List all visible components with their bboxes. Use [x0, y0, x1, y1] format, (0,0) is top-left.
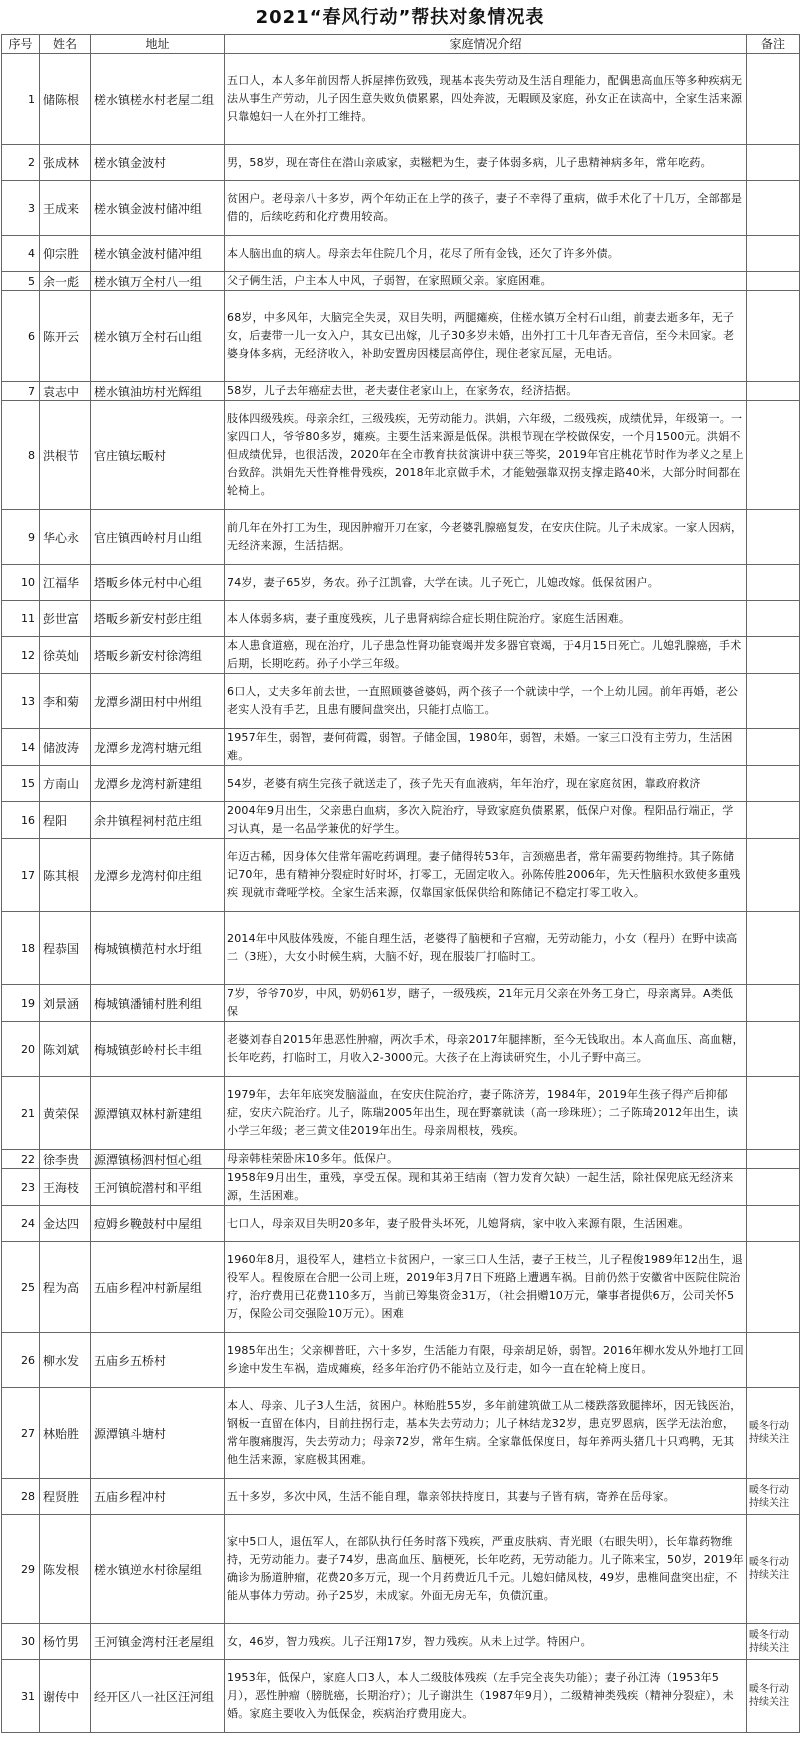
- cell-note: [747, 766, 800, 802]
- cell-name: 林贻胜: [40, 1388, 91, 1479]
- cell-number: 9: [2, 510, 40, 565]
- cell-note: 暖冬行动持续关注: [747, 1479, 800, 1515]
- cell-description: 本人脑出血的病人。母亲去年住院几个月，花尽了所有金钱，还欠了许多外债。: [225, 236, 747, 272]
- cell-number: 22: [2, 1150, 40, 1169]
- cell-description: 年迈古稀，因身体欠佳常年需吃药调理。妻子储得转53年，言颈癌患者，常年需要药物维持。其子陈储记70年，患有精神分裂症时好时坏，打零工，无固定收入。孙陈传胜2006年，先天性脑积水致使多重残疾 现就市聋哑学校。全家生活来源，仅靠国家低保供给和陈储记不稳定打零工收入。: [225, 839, 747, 912]
- header-address: 地址: [91, 35, 225, 54]
- cell-name: 杨竹男: [40, 1624, 91, 1660]
- cell-description: 1979年，去年年底突发脑溢血，在安庆住院治疗，妻子陈济芳，1984年，2019年生孩子得产后抑郁症，安庆六院治疗。儿子，陈瑞2005年出生，现在野寨就读（高一珍珠班）；二子陈琦2012年出生，读小学三年级；老三黄文佳2019年出生。母亲周根枝，残疾。: [225, 1077, 747, 1150]
- cell-description: 2014年中风肢体残废，不能自理生活，老婆得了脑梗和子宫瘤，无劳动能力，小女（程丹）在野中读高二（3班），大女小时候生病，大脑不好，现在服装厂打临时工。: [225, 912, 747, 985]
- table-row: [2, 181, 800, 236]
- cell-address: 梅城镇彭岭村长丰组: [91, 1022, 225, 1077]
- cell-address: 痘姆乡鞔鼓村中屋组: [91, 1206, 225, 1242]
- cell-name: 陈其根: [40, 839, 91, 912]
- cell-address: 王河镇皖潜村和平组: [91, 1169, 225, 1206]
- cell-address: 五庙乡程冲村: [91, 1479, 225, 1515]
- cell-description: 74岁，妻子65岁，务农。孙子江凯睿，大学在读。儿子死亡，儿媳改嫁。低保贫困户。: [225, 565, 747, 601]
- cell-name: 徐李贵: [40, 1150, 91, 1169]
- cell-number: 26: [2, 1333, 40, 1388]
- cell-number: 7: [2, 382, 40, 401]
- table-row: [2, 1515, 800, 1624]
- cell-address: 源潭镇杨泗村恒心组: [91, 1150, 225, 1169]
- cell-number: 31: [2, 1660, 40, 1733]
- cell-name: 仰宗胜: [40, 236, 91, 272]
- cell-address: 塔畈乡新安村徐湾组: [91, 637, 225, 674]
- table-row: [2, 1660, 800, 1733]
- table-row: [2, 1388, 800, 1479]
- table-row: [2, 54, 800, 145]
- cell-note: [747, 1169, 800, 1206]
- cell-address: 龙潭乡龙湾村新建组: [91, 766, 225, 802]
- cell-name: 王海枝: [40, 1169, 91, 1206]
- cell-note: [747, 181, 800, 236]
- cell-description: 6口人，丈夫多年前去世，一直照顾婆爸婆妈，两个孩子一个就读中学，一个上幼儿园。前年再婚，老公老实人没有手艺，且患有腰间盘突出，只能打点临工。: [225, 674, 747, 729]
- cell-address: 槎水镇万全村八一组: [91, 272, 225, 291]
- cell-note: 暖冬行动持续关注: [747, 1515, 800, 1624]
- cell-name: 彭世富: [40, 601, 91, 637]
- cell-note: [747, 802, 800, 839]
- cell-number: 5: [2, 272, 40, 291]
- cell-note: [747, 729, 800, 766]
- cell-description: 本人体弱多病，妻子重度残疾，儿子患肾病综合症长期住院治疗。家庭生活困难。: [225, 601, 747, 637]
- cell-description: 女，46岁，智力残疾。儿子汪翔17岁，智力残疾。从未上过学。特困户。: [225, 1624, 747, 1660]
- cell-description: 本人患食道癌，现在治疗，儿子患急性肾功能衰竭并发多器官衰竭，于4月15日死亡。儿媳乳腺癌，手术后期，长期吃药。孙子小学三年级。: [225, 637, 747, 674]
- cell-number: 10: [2, 565, 40, 601]
- cell-number: 8: [2, 401, 40, 510]
- cell-name: 余一彪: [40, 272, 91, 291]
- cell-name: 方南山: [40, 766, 91, 802]
- cell-name: 徐英灿: [40, 637, 91, 674]
- cell-note: [747, 1206, 800, 1242]
- cell-description: 54岁，老婆有病生完孩子就送走了，孩子先天有血液病，年年治疗，现在家庭贫困，靠政府救济: [225, 766, 747, 802]
- cell-description: 1957年生，弱智，妻何荷霞，弱智。子储金国，1980年，弱智，未婚。一家三口没有主劳力，生活困难。: [225, 729, 747, 766]
- cell-description: 2004年9月出生，父亲患白血病，多次入院治疗，导致家庭负债累累，低保户对像。程阳品行端正，学习认真，是一名品学兼优的好学生。: [225, 802, 747, 839]
- cell-note: [747, 637, 800, 674]
- cell-note: 暖冬行动持续关注: [747, 1624, 800, 1660]
- cell-address: 王河镇金湾村汪老屋组: [91, 1624, 225, 1660]
- table-row: [2, 510, 800, 565]
- cell-address: 槎水镇金波村: [91, 145, 225, 181]
- cell-note: [747, 382, 800, 401]
- cell-note: [747, 145, 800, 181]
- cell-name: 刘景涵: [40, 985, 91, 1022]
- cell-description: 五十多岁，多次中风，生活不能自理，靠亲邻扶持度日，其妻与子皆有病，寄养在岳母家。: [225, 1479, 747, 1515]
- cell-name: 华心永: [40, 510, 91, 565]
- cell-number: 2: [2, 145, 40, 181]
- table-row: [2, 1022, 800, 1077]
- cell-description: 7岁，爷爷70岁，中风，奶奶61岁，瞎子，一级残疾，21年元月父亲在外务工身亡，母亲离异。A类低保: [225, 985, 747, 1022]
- cell-number: 25: [2, 1242, 40, 1333]
- cell-address: 官庄镇坛畈村: [91, 401, 225, 510]
- cell-name: 金达四: [40, 1206, 91, 1242]
- cell-name: 储陈根: [40, 54, 91, 145]
- cell-note: [747, 1022, 800, 1077]
- cell-address: 五庙乡程冲村新屋组: [91, 1242, 225, 1333]
- cell-number: 14: [2, 729, 40, 766]
- cell-description: 本人、母亲、儿子3人生活，贫困户。林贻胜55岁，多年前建筑做工从二楼跌落致腿摔坏，因无钱医治，钢板一直留在体内，目前拄拐行走，基本失去劳动力；儿子林结龙32岁，患克罗恩病，医学无法治愈，常年腹痛腹泻，失去劳动力；母亲72岁，常年生病。全家靠低保度日，每年养两头猪几十只鸡鸭，无其他生活来源，家庭极其困难。: [225, 1388, 747, 1479]
- cell-address: 梅城镇横范村水圩组: [91, 912, 225, 985]
- cell-number: 13: [2, 674, 40, 729]
- table-row: [2, 272, 800, 291]
- cell-address: 五庙乡五桥村: [91, 1333, 225, 1388]
- table-row: [2, 291, 800, 382]
- cell-address: 槎水镇万全村石山组: [91, 291, 225, 382]
- cell-number: 23: [2, 1169, 40, 1206]
- cell-description: 贫困户。老母亲八十多岁，两个年幼正在上学的孩子，妻子不幸得了重病，做手术化了十几万，全部都是借的，后续吃药和化疗费用较高。: [225, 181, 747, 236]
- cell-name: 程恭国: [40, 912, 91, 985]
- cell-name: 储波涛: [40, 729, 91, 766]
- table-row: [2, 1242, 800, 1333]
- cell-description: 肢体四级残疾。母亲余红，三级残疾，无劳动能力。洪娟，六年级，二级残疾，成绩优异，年级第一。一家四口人，爷爷80多岁，瘫痪。主要生活来源是低保。洪根节现在学校做保安，一个月1500元。洪娟不但成绩优异，也很活泼，2020年在全市教育扶贫演讲中获三等奖，2019年官庄桃花节时作为孝义之星上台致辞。洪娟先天性脊椎骨残疾，2018年北京做手术，才能勉强靠双拐支撑走路40米，大部分时间都在轮椅上。: [225, 401, 747, 510]
- cell-number: 28: [2, 1479, 40, 1515]
- cell-number: 3: [2, 181, 40, 236]
- cell-name: 黄荣保: [40, 1077, 91, 1150]
- header-note: 备注: [747, 35, 800, 54]
- cell-description: 家中5口人，退伍军人，在部队执行任务时落下残疾，严重皮肤病、青光眼（右眼失明），长年靠药物维持，无劳动能力。妻子74岁，患高血压、脑梗死，长年吃药，无劳动能力。儿子陈来宝，50岁，2019年确诊为肠道肿瘤，花费20多万元，现一个月药费近几千元。儿媳妇储凤枝，49岁，患椎间盘突出症，不能从事体力劳动。孙子25岁，未成家。外面无房无车，负债沉重。: [225, 1515, 747, 1624]
- cell-note: [747, 912, 800, 985]
- cell-description: 1958年9月出生，重残，享受五保。现和其弟王结南（智力发育欠缺）一起生活，除社保兜底无经济来源，生活困难。: [225, 1169, 747, 1206]
- table-row: [2, 1479, 800, 1515]
- cell-name: 陈开云: [40, 291, 91, 382]
- cell-note: [747, 674, 800, 729]
- cell-description: 58岁，儿子去年癌症去世，老夫妻住老家山上，在家务农，经济拮据。: [225, 382, 747, 401]
- cell-address: 槎水镇金波村储冲组: [91, 181, 225, 236]
- cell-name: 李和菊: [40, 674, 91, 729]
- cell-address: 龙潭乡湖田村中州组: [91, 674, 225, 729]
- cell-name: 柳水发: [40, 1333, 91, 1388]
- cell-note: [747, 510, 800, 565]
- cell-address: 经开区八一社区汪河组: [91, 1660, 225, 1733]
- table-row: [2, 985, 800, 1022]
- table-row: [2, 729, 800, 766]
- cell-note: [747, 1150, 800, 1169]
- cell-note: [747, 565, 800, 601]
- cell-number: 17: [2, 839, 40, 912]
- cell-number: 21: [2, 1077, 40, 1150]
- cell-description: 男，58岁，现在寄住在潜山亲戚家，卖糍粑为生，妻子体弱多病，儿子患精神病多年，常年吃药。: [225, 145, 747, 181]
- header-description: 家庭情况介绍: [225, 35, 747, 54]
- cell-description: 五口人，本人多年前因帮人拆屋摔伤致残，现基本丧失劳动及生活自理能力，配偶患高血压等多种疾病无法从事生产劳动，儿子因生意失败负债累累，四处奔波，无暇顾及家庭，孙女正在读高中，全家生活来源只靠媳妇一人在外打工维持。: [225, 54, 747, 145]
- cell-note: [747, 272, 800, 291]
- cell-address: 槎水镇槎水村老屋二组: [91, 54, 225, 145]
- table-row: [2, 1333, 800, 1388]
- cell-number: 15: [2, 766, 40, 802]
- table-row: [2, 912, 800, 985]
- cell-name: 王成来: [40, 181, 91, 236]
- cell-note: [747, 1333, 800, 1388]
- header-row: [2, 35, 800, 54]
- cell-number: 30: [2, 1624, 40, 1660]
- cell-note: [747, 1077, 800, 1150]
- assistance-table: [1, 34, 800, 1733]
- table-row: [2, 236, 800, 272]
- table-row: [2, 382, 800, 401]
- cell-number: 4: [2, 236, 40, 272]
- cell-description: 1953年，低保户，家庭人口3人，本人二级肢体残疾（左手完全丧失功能）；妻子孙江涛（1953年5月），恶性肿瘤（膀胱癌，长期治疗）；儿子谢洪生（1987年9月），二级精神类残疾（精神分裂症），未婚。家庭主要收入为低保金，疾病治疗费用庞大。: [225, 1660, 747, 1733]
- cell-address: 塔畈乡新安村彭庄组: [91, 601, 225, 637]
- table-row: [2, 839, 800, 912]
- cell-number: 18: [2, 912, 40, 985]
- cell-name: 谢传中: [40, 1660, 91, 1733]
- cell-name: 袁志中: [40, 382, 91, 401]
- table-row: [2, 802, 800, 839]
- cell-note: [747, 291, 800, 382]
- cell-number: 29: [2, 1515, 40, 1624]
- cell-name: 江福华: [40, 565, 91, 601]
- table-row: [2, 1169, 800, 1206]
- cell-note: [747, 401, 800, 510]
- cell-name: 程贤胜: [40, 1479, 91, 1515]
- cell-name: 程为高: [40, 1242, 91, 1333]
- cell-note: [747, 601, 800, 637]
- cell-description: 68岁，中多风年，大脑完全失灵，双目失明，两腿瘫痪，住槎水镇万全村石山组，前妻去逝多年，无子女，后妻带一儿一女入户，其女已出嫁，儿子30多岁未婚，出外打工十几年杳无音信，至今未回家。老婆身体多病，无经济收入，补助安置房因楼层高停住，现住老家瓦屋，无电话。: [225, 291, 747, 382]
- table-row: [2, 565, 800, 601]
- cell-number: 16: [2, 802, 40, 839]
- cell-note: [747, 985, 800, 1022]
- table-row: [2, 601, 800, 637]
- table-row: [2, 145, 800, 181]
- cell-note: 暖冬行动持续关注: [747, 1660, 800, 1733]
- table-row: [2, 1150, 800, 1169]
- cell-number: 20: [2, 1022, 40, 1077]
- cell-number: 1: [2, 54, 40, 145]
- cell-description: 父子俩生活，户主本人中风，子弱智，在家照顾父亲。家庭困难。: [225, 272, 747, 291]
- cell-note: [747, 236, 800, 272]
- cell-description: 老婆刘春自2015年患恶性肿瘤，两次手术，母亲2017年腿摔断，至今无钱取出。本人高血压、高血糖，长年吃药，打临时工，月收入2-3000元。大孩子在上海读研究生，小儿子野中高三。: [225, 1022, 747, 1077]
- cell-address: 龙潭乡龙湾村塘元组: [91, 729, 225, 766]
- cell-number: 19: [2, 985, 40, 1022]
- table-body: [2, 54, 800, 1733]
- cell-description: 母亲韩桂荣卧床10多年。低保户。: [225, 1150, 747, 1169]
- cell-description: 1960年8月，退役军人，建档立卡贫困户，一家三口人生活，妻子王枝兰，儿子程俊1989年12出生，退役军人。程俊原在合肥一公司上班，2019年3月7日下班路上遭遇车祸。目前仍然于安徽省中医院住院治疗，治疗费用已花费110多万，当前已筹集资金31万，（社会捐赠10万元，肇事者提供6万，公司关怀5万，保险公司交强险10万元）。困难: [225, 1242, 747, 1333]
- table-row: [2, 674, 800, 729]
- cell-description: 前几年在外打工为生，现因肿瘤开刀在家，今老婆乳腺癌复发，在安庆住院。儿子未成家。一家人因病，无经济来源，生活拮据。: [225, 510, 747, 565]
- cell-name: 洪根节: [40, 401, 91, 510]
- cell-note: [747, 839, 800, 912]
- cell-address: 塔畈乡体元村中心组: [91, 565, 225, 601]
- cell-address: 龙潭乡龙湾村仰庄组: [91, 839, 225, 912]
- table-row: [2, 1624, 800, 1660]
- header-name: 姓名: [40, 35, 91, 54]
- cell-address: 槎水镇逆水村徐屋组: [91, 1515, 225, 1624]
- table-row: [2, 637, 800, 674]
- cell-address: 源潭镇双林村新建组: [91, 1077, 225, 1150]
- cell-note: [747, 54, 800, 145]
- cell-number: 6: [2, 291, 40, 382]
- cell-name: 程阳: [40, 802, 91, 839]
- cell-address: 槎水镇油坊村光辉组: [91, 382, 225, 401]
- table-row: [2, 401, 800, 510]
- cell-address: 官庄镇西岭村月山组: [91, 510, 225, 565]
- cell-address: 源潭镇斗塘村: [91, 1388, 225, 1479]
- cell-address: 梅城镇潘铺村胜利组: [91, 985, 225, 1022]
- cell-address: 余井镇程祠村范庄组: [91, 802, 225, 839]
- cell-name: 陈刘斌: [40, 1022, 91, 1077]
- cell-name: 陈发根: [40, 1515, 91, 1624]
- cell-number: 27: [2, 1388, 40, 1479]
- cell-description: 1985年出生；父亲柳普旺，六十多岁，生活能力有限，母亲胡足娇，弱智。2016年柳水发从外地打工回乡途中发生车祸，造成瘫痪，经多年治疗仍不能站立及行走，如今一直在轮椅上度日。: [225, 1333, 747, 1388]
- cell-name: 张成林: [40, 145, 91, 181]
- table-row: [2, 1077, 800, 1150]
- table-row: [2, 766, 800, 802]
- cell-address: 槎水镇金波村储冲组: [91, 236, 225, 272]
- cell-number: 12: [2, 637, 40, 674]
- cell-note: [747, 1242, 800, 1333]
- cell-number: 24: [2, 1206, 40, 1242]
- header-no: 序号: [2, 35, 40, 54]
- cell-number: 11: [2, 601, 40, 637]
- table-row: [2, 1206, 800, 1242]
- table-title: 2021“春风行动”帮扶对象情况表: [255, 7, 545, 28]
- cell-description: 七口人，母亲双目失明20多年，妻子股骨头坏死，儿媳肾病，家中收入来源有限，生活困难。: [225, 1206, 747, 1242]
- cell-note: 暖冬行动持续关注: [747, 1388, 800, 1479]
